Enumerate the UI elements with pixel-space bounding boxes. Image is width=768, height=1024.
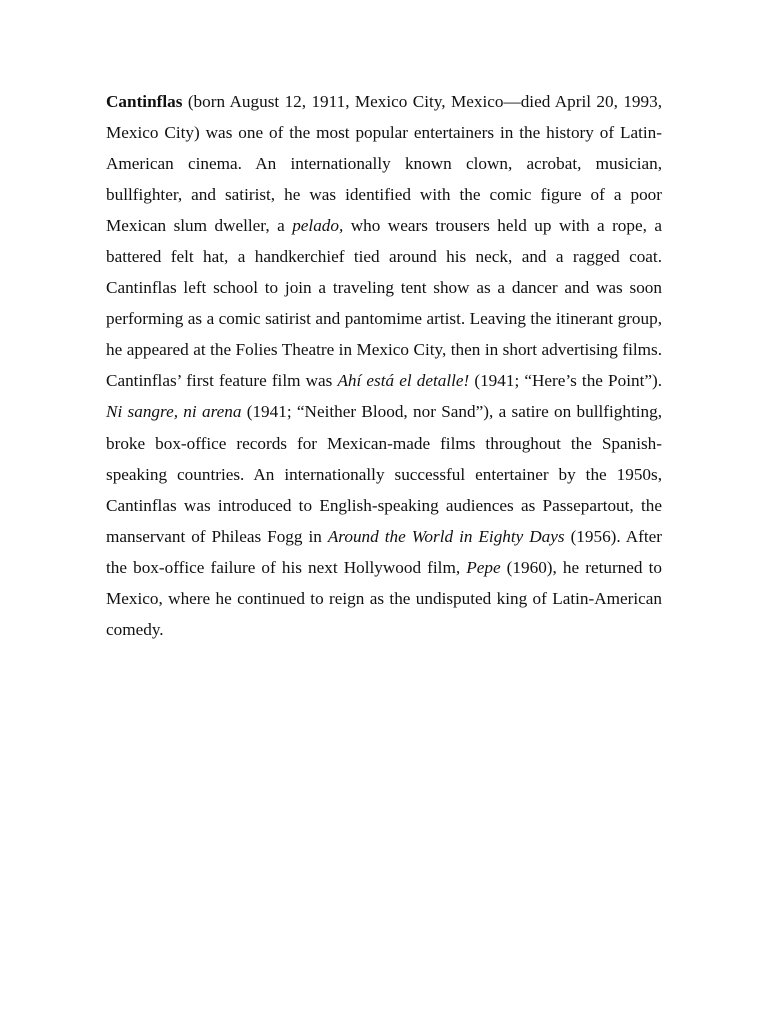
italic-film-title: Around the World in Eighty Days [327, 526, 565, 546]
text-segment: (born August 12, 1911, Mexico City, Mexico—died April 20, 1993, Mexico City) was one of the most popular entertainers in the history of Latin-American cinema. An internationally known clown, acrobat, musician, bullfighter, and satirist, he was identified with the comic figure of a poor Mexican slum dweller, a [106, 92, 662, 236]
biography-paragraph [106, 86, 662, 645]
italic-film-title: Ni sangre, ni arena [106, 402, 242, 422]
text-segment: (1960), he returned to Mexico, where he continued to reign as the undisputed king of Latin-American comedy. [106, 557, 662, 639]
text-segment: (1941; “Here’s the Point”). [469, 371, 662, 391]
italic-term-pelado: pelado, [292, 216, 344, 236]
text-segment: (1941; “Neither Blood, nor Sand”), a satire on bullfighting, broke box-office records for Mexican-made films throughout the Spanish-speaking countries. An internationally successful entertainer by the 1950s, Cantinflas was introduced to English-speaking audiences as Passepartout, the manservant of Phileas Fogg in [106, 402, 662, 546]
italic-film-title: Pepe [466, 557, 501, 577]
text-segment: who wears trousers held up with a rope, a battered felt hat, a handkerchief tied around his neck, and a ragged coat. Cantinflas left school to join a traveling tent show as a dancer and was soon performing as a comic satirist and pantomime artist. Leaving the itinerant group, he appeared at the Folies Theatre in Mexico City, then in short advertising films. Cantinflas’ first feature film was [106, 216, 662, 391]
italic-film-title: Ahí está el detalle! [337, 371, 470, 391]
text-segment: (1956). After the box-office failure of his next Hollywood film, [106, 526, 662, 577]
subject-name: Cantinflas [106, 92, 183, 111]
